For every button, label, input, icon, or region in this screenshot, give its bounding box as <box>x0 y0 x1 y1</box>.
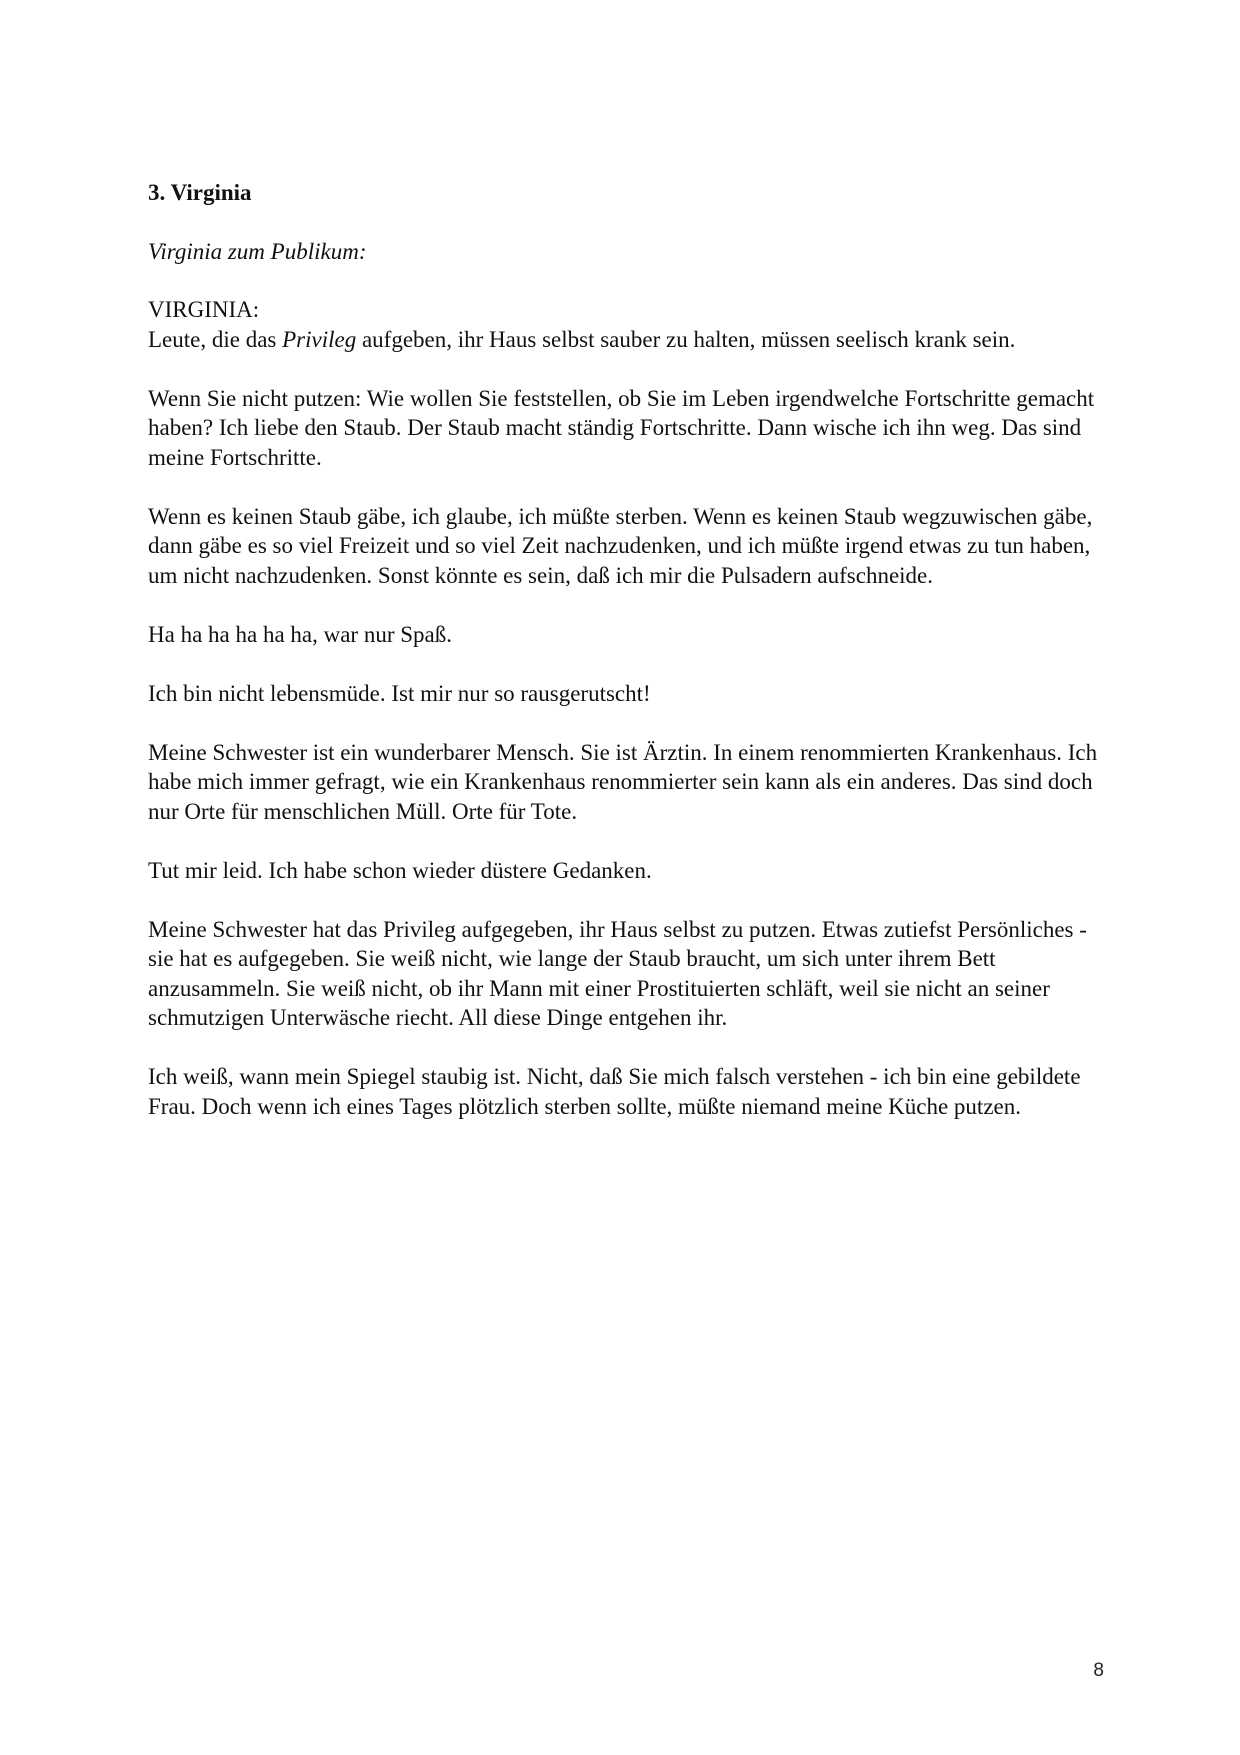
paragraph-6: Meine Schwester ist ein wunderbarer Mensch. Sie ist Ärztin. In einem renommierten Krankenhaus. Ich habe mich immer gefragt, wie ein Krankenhaus renommierter sein kann als ein anderes. Das sind doch nur Orte für menschlichen Müll. Orte für Tote. <box>148 739 1098 824</box>
paragraph-5: Ich bin nicht lebensmüde. Ist mir nur so rausgerutscht! <box>148 680 651 706</box>
paragraph-3: Wenn es keinen Staub gäbe, ich glaube, ich müßte sterben. Wenn es keinen Staub wegzuwischen gäbe, dann gäbe es so viel Freizeit und so viel Zeit nachzudenken, und ich müßte irgend etwas zu tun haben, um nicht nachzudenken. Sonst könnte es sein, daß ich mir die Pulsadern aufschneide. <box>148 503 1093 588</box>
paragraph-1-emphasis: Privileg <box>282 326 357 352</box>
speaker-name: VIRGINIA: <box>148 297 260 322</box>
paragraph-9: Ich weiß, wann mein Spiegel staubig ist. Nicht, daß Sie mich falsch verstehen - ich bin eine gebildete Frau. Doch wenn ich eines Tages plötzlich sterben sollte, müßte niemand meine Küche putzen. <box>148 1064 1081 1119</box>
page-number: 8 <box>1093 1660 1104 1681</box>
paragraph-2: Wenn Sie nicht putzen: Wie wollen Sie feststellen, ob Sie im Leben irgendwelche Fortschritte gemacht haben? Ich liebe den Staub. Der Staub macht ständig Fortschritte. Dann wische ich ihn weg. Das sind meine Fortschritte. <box>148 385 1095 470</box>
paragraph-8: Meine Schwester hat das Privileg aufgegeben, ihr Haus selbst zu putzen. Etwas zutiefst Persönliches - sie hat es aufgegeben. Sie weiß nicht, wie lange der Staub braucht, um sich unter ihrem Bett anzusammeln. Sie weiß nicht, ob ihr Mann mit einer Prostituierten schläft, weil sie nicht an seiner schmutzigen Unterwäsche riecht. All diese Dinge entgehen ihr. <box>148 916 1087 1030</box>
paragraph-1-after: aufgeben, ihr Haus selbst sauber zu halten, müssen seelisch krank sein. <box>356 326 1016 352</box>
paragraph-7: Tut mir leid. Ich habe schon wieder düstere Gedanken. <box>148 857 652 883</box>
paragraph-1 <box>148 325 1108 355</box>
document-body <box>148 178 1108 1151</box>
stage-direction: Virginia zum Publikum: <box>148 238 367 264</box>
paragraph-4: Ha ha ha ha ha ha, war nur Spaß. <box>148 621 452 647</box>
paragraph-1-before: Leute, die das <box>148 326 283 352</box>
scene-title: 3. Virginia <box>148 180 252 205</box>
